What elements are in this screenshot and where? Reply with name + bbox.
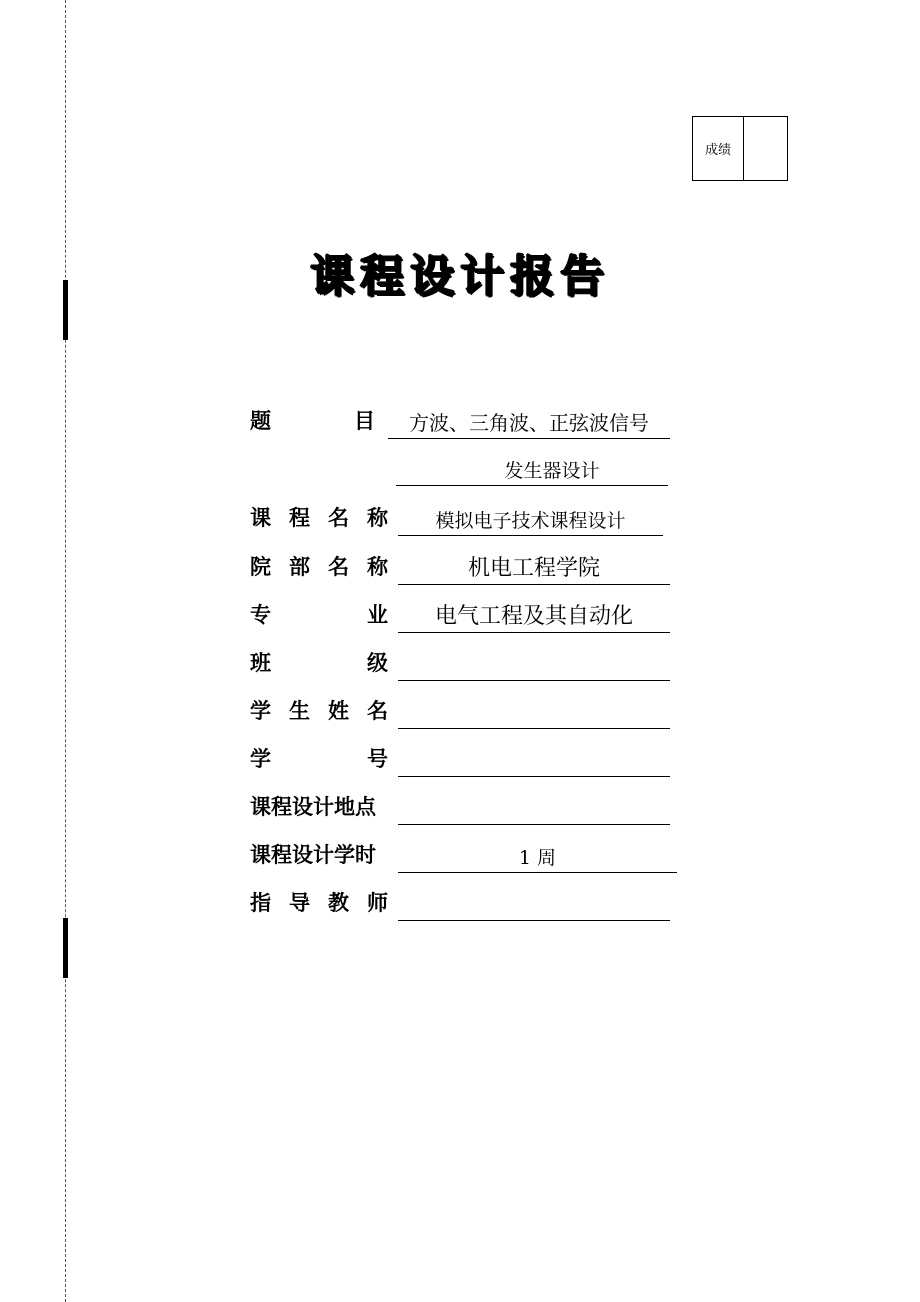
advisor-label-char-4: 师 [367,891,388,915]
course-name-field: 模拟电子技术课程设计 [398,504,663,536]
student-name-label-char-2: 生 [289,699,310,723]
course-name-label-char-2: 程 [289,506,310,530]
student-name-field [398,697,670,729]
department-label-char-3: 名 [328,555,349,579]
class-label [250,647,388,677]
department-label [250,551,388,581]
major-label-char-1: 专 [250,603,271,627]
course-name-label-char-3: 名 [328,506,349,530]
advisor-field [398,889,670,921]
score-value [744,117,787,180]
major-field: 电气工程及其自动化 [398,601,670,633]
topic-field-line2: 发生器设计 [396,454,668,486]
binding-mark-bottom [63,918,68,978]
department-field: 机电工程学院 [398,553,670,585]
class-label-char-1: 班 [250,651,271,675]
course-name-label [250,502,388,532]
department-label-char-1: 院 [250,555,271,579]
report-title: 课程设计报告 [310,251,610,302]
topic-label-char-2: 目 [354,409,375,433]
hours-label: 课程设计学时 [250,843,376,867]
hours-field: 1 周 [398,841,677,873]
topic-label [250,405,375,435]
advisor-label-char-1: 指 [250,891,271,915]
location-field [398,793,670,825]
class-label-char-2: 级 [367,651,388,675]
course-name-label-char-1: 课 [250,506,271,530]
advisor-label [250,887,388,917]
advisor-label-char-2: 导 [289,891,310,915]
major-label [250,599,388,629]
major-label-char-2: 业 [367,603,388,627]
location-label: 课程设计地点 [250,795,376,819]
advisor-label-char-3: 教 [328,891,349,915]
binding-line [65,0,66,1302]
department-label-char-4: 称 [367,555,388,579]
topic-label-char-1: 题 [250,409,271,433]
student-name-label [250,695,388,725]
topic-field-line1: 方波、三角波、正弦波信号 [388,407,670,439]
student-name-label-char-3: 姓 [328,699,349,723]
department-label-char-2: 部 [289,555,310,579]
student-id-label [250,743,388,773]
score-label: 成绩 [693,117,744,180]
student-id-label-char-1: 学 [250,747,271,771]
course-name-label-char-4: 称 [367,506,388,530]
student-name-label-char-4: 名 [367,699,388,723]
score-box [692,116,788,181]
class-field [398,649,670,681]
student-id-label-char-2: 号 [367,747,388,771]
student-name-label-char-1: 学 [250,699,271,723]
student-id-field [398,745,670,777]
